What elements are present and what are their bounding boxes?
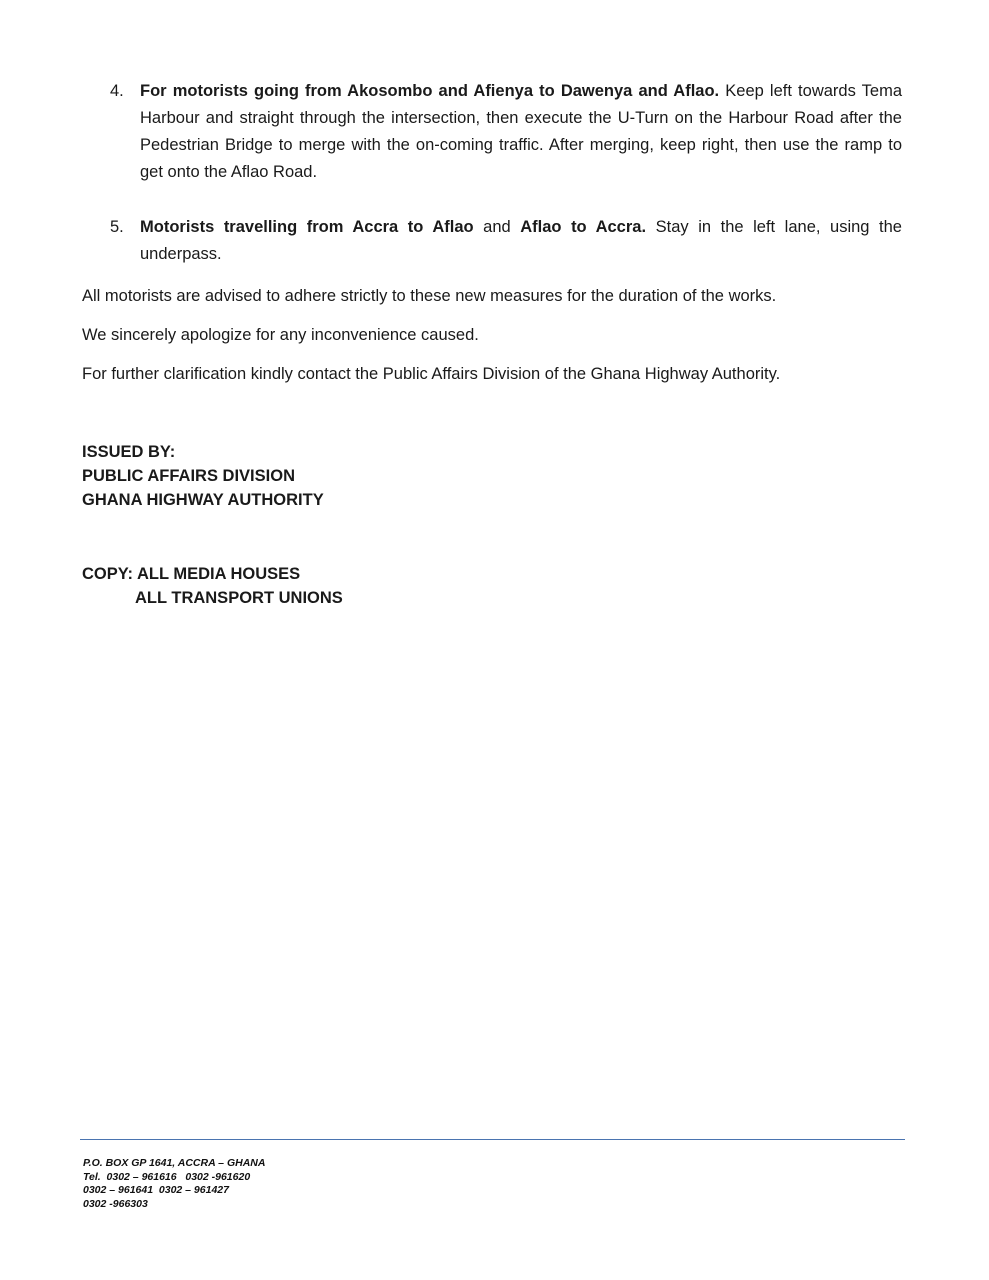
advisory-paragraph: All motorists are advised to adhere strictly to these new measures for the duration of the works. [82,287,777,305]
issued-by-block [82,440,324,512]
list-item-bold-lead: For motorists going from Akosombo and Afienya to Dawenya and Aflao. [140,82,720,100]
footer-tel: Tel. 0302 – 961616 0302 -961620 [83,1170,251,1183]
copy-block [82,562,343,610]
list-item-connector: and [473,218,521,236]
list-item-text [140,214,902,268]
footer-phones-last: 0302 -966303 [83,1197,148,1210]
list-item-bold-lead: Motorists travelling from Accra to Aflao [140,218,474,236]
issued-by-label: ISSUED BY: [82,443,176,461]
apology-paragraph: We sincerely apologize for any inconvenience caused. [82,326,479,344]
list-number: 4. [110,82,124,100]
list-item-text [140,78,902,186]
copy-second: ALL TRANSPORT UNIONS [135,589,343,607]
list-number: 5. [110,218,124,236]
footer-divider [80,1139,905,1140]
issued-by-authority: GHANA HIGHWAY AUTHORITY [82,491,324,509]
footer-contact [83,1157,265,1211]
contact-paragraph: For further clarification kindly contact the Public Affairs Division of the Ghana Highway Authority. [82,365,781,383]
list-item-body: Stay in the left lane, using the underpass. [140,218,902,263]
footer-phones: 0302 – 961641 0302 – 961427 [83,1184,229,1196]
issued-by-division: PUBLIC AFFAIRS DIVISION [82,467,295,485]
list-item-5 [82,214,902,268]
list-item-4 [82,78,902,186]
list-item-body: Keep left towards Tema Harbour and straight through the intersection, then execute the U-Turn on the Harbour Road after the Pedestrian Bridge to merge with the on-coming traffic. After merging, keep right, then use the ramp to get onto the Aflao Road. [140,82,903,181]
list-item-bold-second: Aflao to Accra. [520,218,647,236]
copy-label: COPY: ALL MEDIA HOUSES [82,565,301,583]
footer-address: P.O. BOX GP 1641, ACCRA – GHANA [83,1157,266,1169]
